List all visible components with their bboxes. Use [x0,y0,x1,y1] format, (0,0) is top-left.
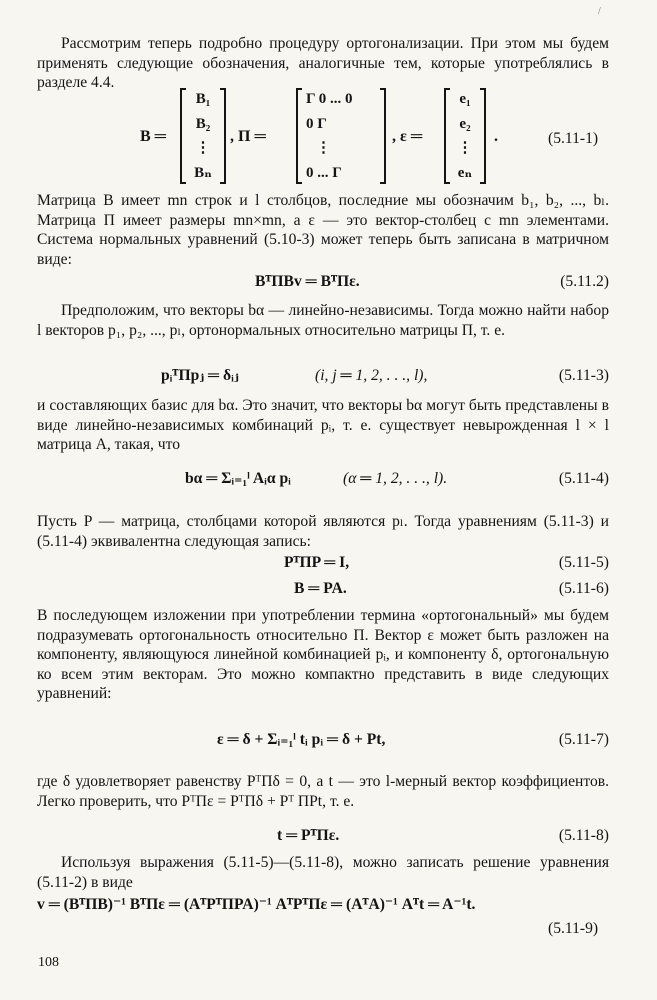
matrix-B-row: B₁ [195,91,211,107]
matrix-Pi [296,88,386,184]
equation-number: (5.11-1) [548,130,599,147]
equation-5-11-1 [0,88,657,188]
matrix-B-label: B ═ [140,128,167,145]
equation-number: (5.11-9) [548,920,599,937]
corner-mark: / [598,6,601,17]
equation-number: (5.11.2) [560,273,609,290]
equation-number: (5.11-6) [558,580,609,597]
equation-number: (5.11-7) [558,731,609,748]
equation-number: (5.11-8) [558,827,609,844]
matrix-Pi-row: Γ 0 ... 0 [306,91,353,107]
equation-formula: bα ═ Σᵢ₌₁ˡ Aᵢα pᵢ [185,470,291,487]
paragraph-matrix-b: Матрица B имеет mn строк и l столбцов, последние мы обозначим b₁, b₂, ..., bₗ. Матрица Π имеет размеры mn×mn, а ε — это вектор-столбец с mn элементами. Система нормальных уравнений (5.10-3) может теперь быть записана в матричном виде: [37,192,609,268]
paragraph-orthogonal: В последующем изложении при употреблении термина «ортогональный» мы будем подразумевать ортогональность относительно Π. Вектор ε может быть разложен на компоненту, являющуюся линейной комбинацией pᵢ, и компоненту δ, ортогональную ко всем этим векторам. Это можно компактно представить в виде следующих уравнений: [37,607,609,703]
paragraph-vectors-p: Предположим, что векторы bα — линейно-независимы. Тогда можно найти набор l векторов p₁, p₂, ..., pₗ, ортонормальных относительно матрицы Π, т. е. [37,302,609,339]
matrix-E-row: e₁ [459,91,471,107]
matrix-B-row: B₂ [195,115,211,132]
matrix-B [180,88,226,184]
matrix-E-row: e₂ [459,115,471,132]
equation-number: (5.11-3) [558,367,609,384]
matrix-Pi-row: 0 ... Γ [306,164,342,181]
page-number: 108 [38,955,59,970]
matrix-Pi-row: ⋮ [316,140,331,157]
matrix-period: . [494,128,498,145]
matrix-Pi-label: , Π ═ [230,128,266,145]
equation-number: (5.11-4) [558,470,609,487]
equation-condition: (i, j ═ 1, 2, . . ., l), [315,367,428,384]
matrix-E [444,88,486,184]
equation-5-11-4 [37,451,609,507]
equation-formula: t ═ PᵀΠε. [277,827,340,844]
matrix-B-row: ⋮ [195,140,211,157]
matrix-E-row: ⋮ [457,140,473,157]
equation-formula: BᵀΠBv ═ BᵀΠε. [255,273,360,290]
matrix-B-row: Bₙ [194,164,212,181]
matrix-E-label: , ε ═ [392,128,423,145]
paragraph-basis: и составляющих базис для bα. Это значит, что векторы bα могут быть представлены в виде линейно-независимых комбинаций pᵢ, т. е. существует невырожденная l × l матрица A, такая, что [37,397,609,454]
equation-condition: (α ═ 1, 2, . . ., l). [343,470,448,487]
paragraph-intro: Рассмотрим теперь подробно процедуру ортогонализации. При этом мы будем применять следующие обозначения, аналогичные тем, которые употреблялись в разделе 4.4. [37,35,609,92]
equation-formula: pᵢᵀΠpⱼ ═ δᵢⱼ [161,367,239,384]
paragraph-matrix-P: Пусть P — матрица, столбцами которой являются pₗ. Тогда уравнениям (5.11-3) и (5.11-4) эквивалентна следующая запись: [37,513,609,550]
equation-5-11-6 [37,578,609,600]
paragraph-delta: где δ удовлетворяет равенству PᵀΠδ = 0, а t — это l-мерный вектор коэффициентов. Легко проверить, что PᵀΠε = PᵀΠδ + Pᵀ ΠPt, т. е. [37,773,609,810]
equation-5-11-9 [37,894,609,916]
equation-formula: B ═ PA. [294,580,347,597]
matrix-E-row: eₙ [457,164,473,181]
equation-5-11-7 [37,712,609,768]
paragraph-solution: Используя выражения (5.11-5)—(5.11-8), можно записать решение уравнения (5.11-2) в виде [37,854,609,891]
equation-formula: ε ═ δ + Σᵢ₌₁ˡ tᵢ pᵢ ═ δ + Pt, [217,731,386,748]
equation-number: (5.11-5) [558,554,609,571]
matrix-Pi-row: 0 Γ [306,115,327,132]
equation-formula: v ═ (BᵀΠB)⁻¹ BᵀΠε ═ (AᵀPᵀΠPA)⁻¹ AᵀPᵀΠε ═ (AᵀA)⁻¹ Aᵀt ═ A⁻¹t. [37,896,476,913]
equation-5-11-5 [37,552,609,574]
equation-formula: PᵀΠP ═ I, [284,554,350,571]
equation-5-11-8 [37,825,609,847]
equation-5-11-2 [37,271,609,293]
equation-5-11-3 [37,365,609,387]
